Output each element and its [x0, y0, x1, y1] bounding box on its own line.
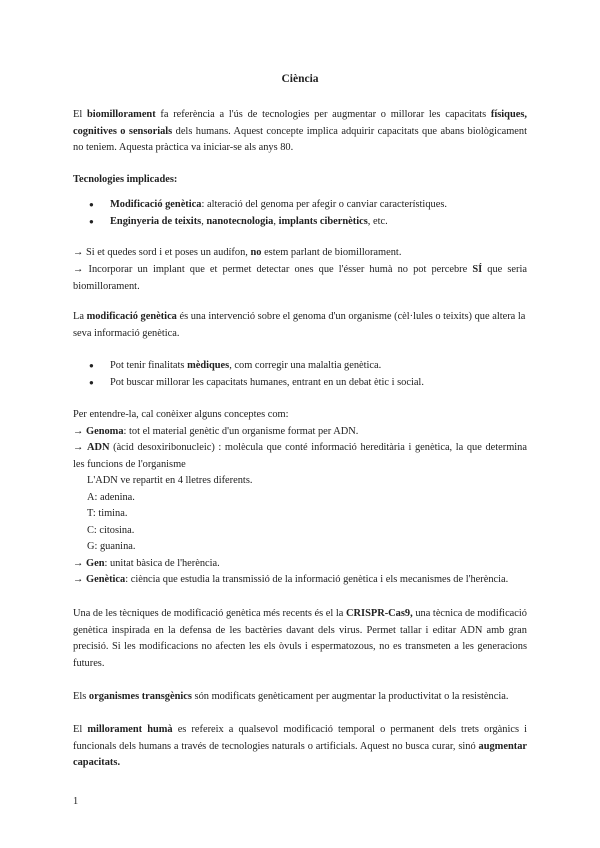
list-item	[73, 197, 527, 214]
bold-term: augmentar capacitats.	[73, 740, 527, 768]
human-enhancement-paragraph	[73, 722, 527, 772]
para-text: La	[73, 311, 87, 322]
intro-paragraph	[73, 107, 527, 157]
item-text: : alteració del genoma per afegir o canviar característiques.	[201, 199, 447, 210]
tech-list	[73, 197, 527, 230]
modgen-paragraph	[73, 309, 527, 342]
concept-text: : tot el material genètic d'un organisme format per ADN.	[123, 425, 359, 437]
intro-text-3: dels humans. Aquest concepte implica adquirir capacitats que abans biològicament no teniem. Aquesta pràctica va iniciar-se als anys 80.	[73, 125, 527, 153]
base-citosina: C: citosina.	[87, 524, 135, 536]
bold-term: implants cibernètics	[278, 215, 368, 227]
intro-bold-biomillorament: biomillorament	[86, 109, 156, 120]
intro-text-2: fa referència a l'ús de tecnologies per augmentar o millorar les capacitats	[155, 109, 491, 120]
concept-adn	[73, 440, 527, 473]
arrow-note-1	[73, 245, 527, 262]
intro-bold-capacitats: físiques, cognitives o sensorials	[73, 109, 527, 137]
concept-genetica	[73, 572, 527, 589]
para-text: és una intervenció sobre el genoma d'un organisme (cèl·lules o teixits) que altera la seva informació genètica.	[73, 311, 526, 339]
concept-text: (àcid desoxiribonucleic) : molècula que conté informació hereditària i genètica, la que determina les funcions de l'organisme	[73, 442, 527, 470]
crispr-paragraph	[73, 606, 527, 672]
base-timina: T: timina.	[87, 508, 128, 519]
list-item	[73, 214, 527, 231]
modgen-list	[73, 358, 527, 391]
note-text: estem parlant de biomillorament.	[261, 247, 402, 258]
note-text: que seria biomillorament.	[73, 264, 528, 292]
arrow: →	[73, 442, 87, 453]
para-text: es refereix a qualsevol modificació temporal o permanent dels trets orgànics i funcionals dels humans a través de tecnologies naturals o artificials. Aquest no busca curar, sinó	[73, 724, 527, 752]
para-text: Els	[73, 691, 89, 702]
note-text: → Incorporar un implant que et permet detectar ones que l'ésser humà no pot percebre	[73, 264, 473, 275]
adn-letters-intro: L'ADN ve repartit en 4 lletres diferents.	[87, 475, 253, 486]
item-text: ,	[273, 215, 279, 227]
bold-term: Enginyeria de teixits	[110, 215, 202, 227]
arrow: →	[73, 557, 86, 569]
para-text: Una de les tècniques de modificació genètica més recents és el la	[73, 608, 347, 619]
item-text: Pot tenir finalitats	[110, 360, 188, 371]
para-text: una tècnica de modificació genètica inspirada en la defensa de les bactèries davant dels virus. Permet tallar i editar ADN amb gran precisió. Si les modificacions no afecten les els òvuls i espermatozous, no es transmeten a les generacions futures.	[73, 608, 527, 669]
concept-text: : ciència que estudia la transmissió de la informació genètica i els mecanismes de l'herència.	[125, 574, 509, 585]
bold-term: SÍ	[472, 264, 483, 275]
para-text: El	[73, 724, 88, 735]
concept-genoma	[73, 424, 527, 441]
bold-term: ADN	[87, 442, 110, 453]
item-text: ,	[201, 215, 207, 227]
list-item	[73, 358, 527, 375]
transgenics-paragraph	[73, 689, 527, 706]
bold-term: Gen	[86, 557, 105, 569]
tech-heading: Tecnologies implicades:	[73, 174, 178, 185]
bold-term: Genoma	[86, 425, 124, 437]
note-text: → Si et quedes sord i et poses un audífon,	[73, 247, 251, 258]
bold-term: CRISPR-Cas9,	[346, 608, 413, 619]
bold-term: no	[250, 247, 262, 258]
arrow: →	[73, 574, 86, 585]
base-guanina: G: guanina.	[87, 541, 136, 552]
list-item: ● Pot buscar millorar les capacitats humanes, entrant en un debat ètic i social.	[73, 375, 527, 392]
item-text: , com corregir una malaltia genètica.	[229, 360, 382, 371]
arrow-note-2	[73, 262, 527, 295]
item-text: , etc.	[367, 215, 388, 227]
concept-gen	[73, 556, 527, 573]
bold-term: Genètica	[86, 574, 126, 585]
arrow: →	[73, 425, 86, 437]
bold-term: Modificació genètica	[110, 199, 202, 210]
page-title: Ciència	[281, 73, 319, 85]
para-text: són modificats genèticament per augmentar la productivitat o la resistència.	[191, 691, 509, 702]
concept-text: : unitat bàsica de l'herència.	[104, 557, 220, 569]
bold-term: nanotecnologia	[206, 215, 274, 227]
page-number: 1	[73, 796, 79, 807]
intro-text-1: El	[73, 109, 87, 120]
bold-term: millorament humà	[87, 724, 173, 735]
bold-term: organismes transgènics	[88, 691, 192, 702]
base-adenina: A: adenina.	[87, 491, 135, 503]
concepts-section	[73, 407, 527, 589]
concepts-intro: Per entendre-la, cal conèixer alguns conceptes com:	[73, 409, 289, 420]
bold-term: modificació genètica	[86, 311, 177, 322]
bold-term: mèdiques	[187, 360, 230, 371]
